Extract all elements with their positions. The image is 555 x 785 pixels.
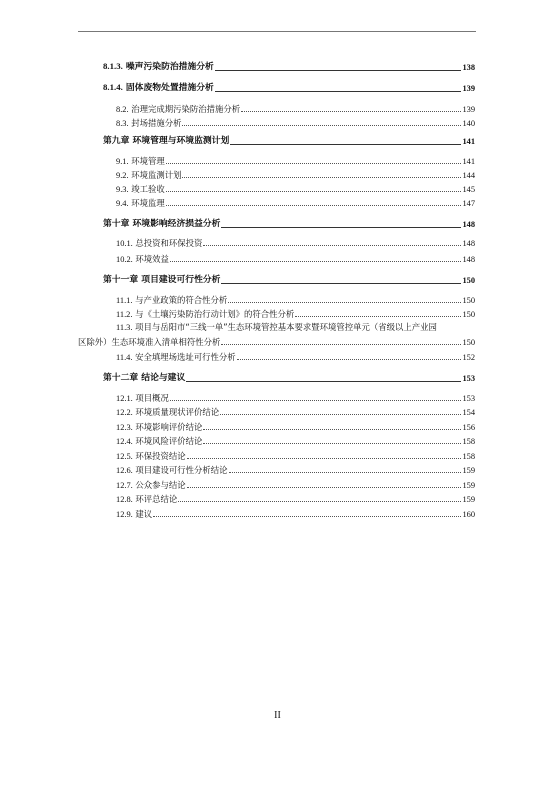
toc-entry-12-5[interactable] xyxy=(0,449,555,463)
toc-entry-number: 11.3. xyxy=(116,323,133,332)
toc-entry-9-1[interactable] xyxy=(0,154,555,168)
toc-entry-number: 8.2. xyxy=(116,105,129,114)
toc-entry-number: 12.5. xyxy=(116,452,133,461)
toc-entry-8-1-3[interactable] xyxy=(0,60,555,74)
dot-leader xyxy=(203,244,461,246)
toc-entry-page: 139 xyxy=(462,84,475,93)
toc-entry-page: 150 xyxy=(462,296,475,305)
toc-entry-page: 160 xyxy=(462,510,475,519)
toc-chapter-number: 第十章 xyxy=(103,219,130,229)
toc-entry-number: 12.8. xyxy=(116,495,133,504)
toc-entry-title-line2: 区除外）生态环境准入清单相符性分析 xyxy=(78,337,221,347)
toc-entry-page: 159 xyxy=(462,466,475,475)
dot-leader xyxy=(241,110,461,112)
dot-leader xyxy=(182,124,461,126)
toc-chapter-9[interactable] xyxy=(0,134,555,148)
dot-leader xyxy=(170,399,462,401)
toc-entry-number: 12.9. xyxy=(116,510,133,519)
toc-entry-title: 环境管理 xyxy=(131,156,165,166)
toc-entry-11-3[interactable] xyxy=(0,321,555,349)
dot-leader xyxy=(166,190,462,192)
toc-entry-page: 156 xyxy=(462,423,475,432)
toc-entry-number: 8.1.3. xyxy=(103,61,123,71)
toc-entry-title: 固体废物处置措施分析 xyxy=(125,83,214,93)
leader-line xyxy=(221,282,461,284)
toc-entry-title: 环境监测计划 xyxy=(131,170,182,180)
toc-entry-page: 150 xyxy=(462,276,475,285)
dot-leader xyxy=(203,428,461,430)
toc-entry-11-4[interactable] xyxy=(0,350,555,364)
toc-entry-title: 安全填埋场选址可行性分析 xyxy=(135,352,236,362)
toc-entry-10-2[interactable] xyxy=(0,252,555,266)
toc-entry-number: 11.1. xyxy=(116,296,133,305)
toc-chapter-number: 第十一章 xyxy=(103,275,139,285)
toc-chapter-11[interactable] xyxy=(0,273,555,287)
toc-entry-title: 环境监理 xyxy=(131,198,165,208)
toc-entry-page: 150 xyxy=(462,310,475,319)
toc-entry-number: 12.2. xyxy=(116,408,133,417)
leader-line xyxy=(221,226,461,228)
toc-entry-page: 159 xyxy=(462,481,475,490)
toc-entry-11-1[interactable] xyxy=(0,293,555,307)
toc-entry-title: 噪声污染防治措施分析 xyxy=(125,62,214,72)
toc-entry-page: 145 xyxy=(462,185,475,194)
toc-entry-page: 141 xyxy=(462,137,475,146)
toc-entry-title: 环境质量现状评价结论 xyxy=(135,407,220,417)
dot-leader xyxy=(237,358,462,360)
toc-entry-page: 139 xyxy=(462,105,475,114)
toc-entry-number: 12.1. xyxy=(116,394,133,403)
dot-leader xyxy=(203,442,461,444)
toc-entry-page: 153 xyxy=(462,374,475,383)
toc-entry-title: 与产业政策的符合性分析 xyxy=(135,295,228,305)
toc-entry-page: 158 xyxy=(462,437,475,446)
dot-leader xyxy=(187,486,462,488)
toc-entry-title: 环境风险评价结论 xyxy=(135,436,203,446)
toc-entry-number: 8.1.4. xyxy=(103,82,123,92)
toc-entry-page: 140 xyxy=(462,119,475,128)
leader-line xyxy=(230,143,461,145)
toc-entry-page: 153 xyxy=(462,394,475,403)
toc-entry-page: 147 xyxy=(462,199,475,208)
dot-leader xyxy=(229,471,462,473)
toc-entry-12-8[interactable] xyxy=(0,492,555,506)
toc-entry-title: 公众参与结论 xyxy=(135,480,186,490)
toc-entry-number: 10.1. xyxy=(116,239,133,248)
toc-entry-title: 环保投资结论 xyxy=(135,451,186,461)
toc-entry-11-2[interactable] xyxy=(0,307,555,321)
toc-entry-page: 152 xyxy=(462,353,475,362)
dot-leader xyxy=(182,176,461,178)
toc-entry-number: 9.4. xyxy=(116,199,129,208)
toc-entry-page: 150 xyxy=(462,338,475,347)
toc-entry-page: 144 xyxy=(462,171,475,180)
toc-entry-12-7[interactable] xyxy=(0,478,555,492)
dot-leader xyxy=(228,301,461,303)
toc-entry-number: 10.2. xyxy=(116,255,133,264)
dot-leader xyxy=(215,69,462,71)
toc-entry-title: 治理完成期污染防治措施分析 xyxy=(131,104,241,114)
toc-entry-9-2[interactable] xyxy=(0,168,555,182)
toc-entry-title: 竣工验收 xyxy=(131,184,165,194)
toc-entry-10-1[interactable] xyxy=(0,236,555,250)
toc-chapter-title: 项目建设可行性分析 xyxy=(141,275,221,285)
toc-entry-page: 159 xyxy=(462,495,475,504)
toc-entry-number: 9.3. xyxy=(116,185,129,194)
toc-entry-title: 项目概况 xyxy=(135,393,169,403)
dot-leader xyxy=(187,457,462,459)
toc-entry-12-2[interactable] xyxy=(0,405,555,419)
page-number: II xyxy=(274,710,281,721)
toc-entry-number: 8.3. xyxy=(116,119,129,128)
toc-entry-12-1[interactable] xyxy=(0,391,555,405)
toc-entry-8-1-4[interactable] xyxy=(0,81,555,95)
dot-leader xyxy=(215,90,462,92)
toc-entry-page: 138 xyxy=(462,63,475,72)
toc-entry-title: 封场措施分析 xyxy=(131,118,182,128)
toc-entry-12-4[interactable] xyxy=(0,434,555,448)
toc-entry-12-6[interactable] xyxy=(0,463,555,477)
toc-chapter-10[interactable] xyxy=(0,217,555,231)
toc-chapter-title: 结论与建议 xyxy=(141,373,186,383)
toc-entry-title: 总投资和环保投资 xyxy=(135,238,203,248)
toc-entry-number: 12.4. xyxy=(116,437,133,446)
toc-entry-title: 环境影响评价结论 xyxy=(135,422,203,432)
toc-entry-title: 项目建设可行性分析结论 xyxy=(135,465,228,475)
toc-entry-page: 148 xyxy=(462,239,475,248)
toc-chapter-title: 环境影响经济损益分析 xyxy=(132,219,221,229)
toc-entry-number: 12.3. xyxy=(116,423,133,432)
dot-leader xyxy=(170,260,462,262)
toc-entry-title: 环评总结论 xyxy=(135,494,178,504)
toc-entry-title: 环境效益 xyxy=(135,254,169,264)
toc-entry-title: 建议 xyxy=(135,509,153,519)
toc-entry-title: 与《土壤污染防治行动计划》的符合性分析 xyxy=(135,309,295,319)
toc-entry-page: 158 xyxy=(462,452,475,461)
toc-chapter-number: 第十二章 xyxy=(103,373,139,383)
toc-entry-number: 11.4. xyxy=(116,353,133,362)
toc-entry-number: 11.2. xyxy=(116,310,133,319)
dot-leader xyxy=(166,162,462,164)
toc-entry-number: 12.6. xyxy=(116,466,133,475)
toc-entry-title-line1: 项目与岳阳市“三线一单”生态环境管控基本要求暨环境管控单元（省级以上产业园 xyxy=(135,322,437,332)
dot-leader xyxy=(166,204,462,206)
toc-entry-8-2[interactable] xyxy=(0,102,555,116)
toc-entry-12-9[interactable] xyxy=(0,507,555,521)
toc-entry-9-3[interactable] xyxy=(0,182,555,196)
toc-chapter-12[interactable] xyxy=(0,371,555,385)
toc-chapter-title: 环境管理与环境监测计划 xyxy=(132,136,230,146)
toc-entry-8-3[interactable] xyxy=(0,116,555,130)
toc-entry-page: 154 xyxy=(462,408,475,417)
dot-leader xyxy=(295,315,461,317)
toc-entry-12-3[interactable] xyxy=(0,420,555,434)
dot-leader xyxy=(178,500,461,502)
dot-leader xyxy=(220,413,461,415)
toc-chapter-number: 第九章 xyxy=(103,136,130,146)
dot-leader xyxy=(153,515,461,517)
toc-entry-number: 9.2. xyxy=(116,171,129,180)
dot-leader xyxy=(221,343,461,345)
toc-entry-9-4[interactable] xyxy=(0,196,555,210)
toc-entry-number: 12.7. xyxy=(116,481,133,490)
toc-entry-page: 148 xyxy=(462,220,475,229)
toc-entry-page: 141 xyxy=(462,157,475,166)
toc-entry-number: 9.1. xyxy=(116,157,129,166)
leader-line xyxy=(186,380,461,382)
toc-entry-page: 148 xyxy=(462,255,475,264)
